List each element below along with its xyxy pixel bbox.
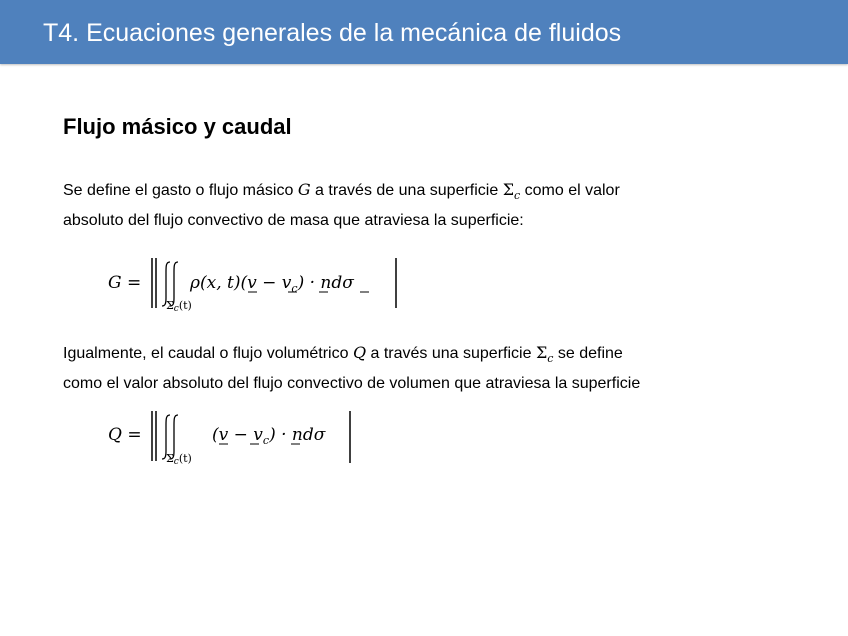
formula-lhs: G = <box>108 273 142 293</box>
paragraph-line <box>63 340 763 371</box>
integral-limit: Σc(t) <box>166 299 192 312</box>
math-var-G: G <box>297 180 311 199</box>
mass-flow-formula <box>100 250 420 317</box>
text-run: se define <box>553 345 623 362</box>
text-run: a través de una superficie <box>310 182 503 199</box>
text-run: Se define el gasto o flujo másico <box>63 182 298 199</box>
slide-header-bar <box>0 0 848 64</box>
math-sub-c: c <box>514 189 521 202</box>
text-run: Igualmente, el caudal o flujo volumétrico <box>63 345 353 362</box>
text-run: como el valor <box>520 182 620 199</box>
formula-lhs: Q = <box>108 425 142 445</box>
volume-flow-formula <box>100 405 380 472</box>
math-var-Q: Q <box>352 343 367 362</box>
integral-limit: Σc(t) <box>166 452 192 467</box>
math-sigma: Σ <box>535 343 548 362</box>
paragraph-line: como el valor absoluto del flujo convectivo de volumen que atraviesa la superficie <box>63 375 641 392</box>
formula-integrand: ρ(x, $t)(v - v_c) \cdot nd\sigma$ <box>190 273 354 295</box>
paragraph-volume-flow <box>63 340 763 396</box>
paragraph-line: absoluto del flujo convectivo de masa que atraviesa la superficie: <box>63 212 524 229</box>
section-heading: Flujo másico y caudal <box>63 114 292 139</box>
paragraph-line <box>63 177 763 208</box>
paragraph-mass-flow <box>63 177 763 233</box>
formula-integrand: $(v - v_c) \cdot nd\sigma$ <box>212 425 326 447</box>
math-sub-c: c <box>547 352 554 365</box>
slide-title: T4. Ecuaciones generales de la mecánica de fluidos <box>43 19 622 47</box>
text-run: a través una superficie <box>366 345 536 362</box>
math-sigma: Σ <box>502 180 515 199</box>
